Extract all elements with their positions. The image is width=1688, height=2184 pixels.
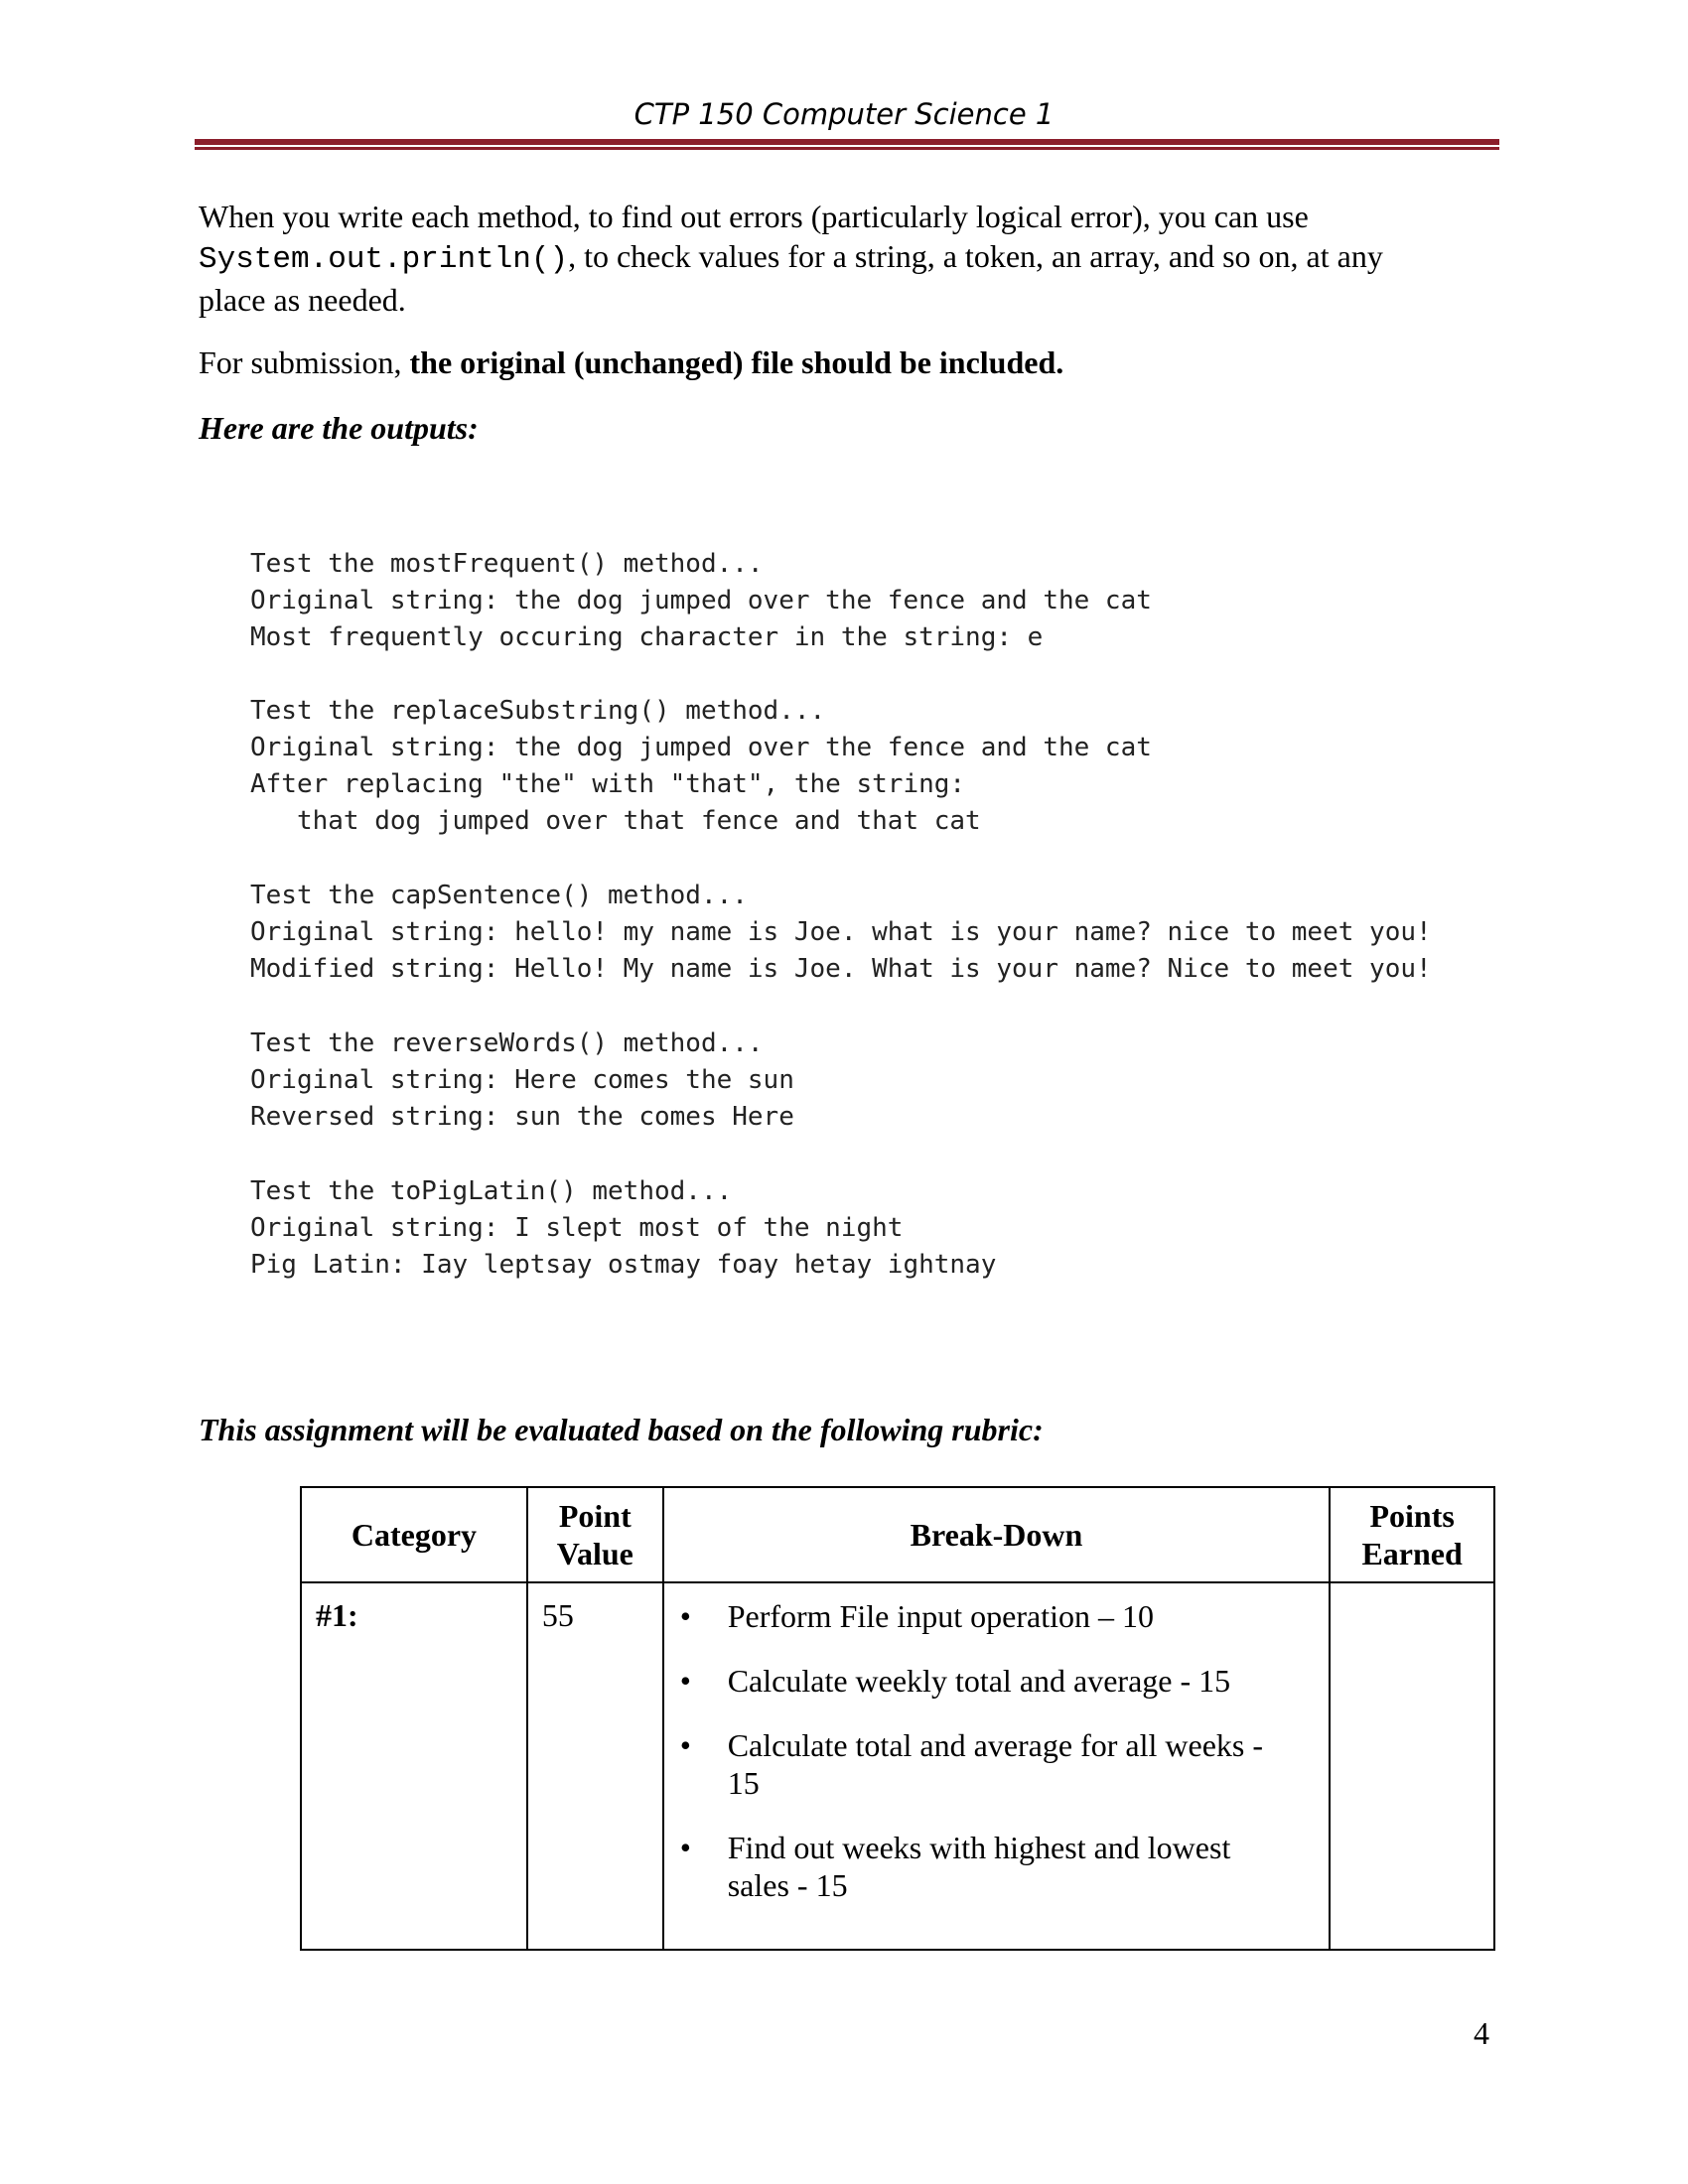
breakdown-item: • Perform File input operation – 10 (728, 1597, 1316, 1635)
header-rule-thin (195, 147, 1499, 150)
output-line: Original string: hello! my name is Joe. what is your name? nice to meet you! (250, 917, 1432, 947)
rubric-table (300, 1486, 1495, 1951)
header-breakdown: Break-Down (663, 1487, 1331, 1582)
output-line: Reversed string: sun the comes Here (250, 1102, 794, 1132)
header-rule-thick (195, 139, 1499, 145)
output-line: Most frequently occuring character in the string: e (250, 622, 1044, 652)
output-line: Test the capSentence() method... (250, 881, 748, 910)
intro-line-2-rest: , to check values for a string, a token, an array, and so on, at any (568, 238, 1383, 274)
cell-breakdown (663, 1582, 1331, 1950)
rubric-header-row (301, 1487, 1494, 1582)
breakdown-item: • Calculate weekly total and average - 15 (728, 1662, 1316, 1700)
cell-point-value: 55 (527, 1582, 663, 1950)
output-line: Original string: the dog jumped over the fence and the cat (250, 586, 1152, 615)
submission-bold: the original (unchanged) file should be included. (409, 344, 1064, 380)
output-line: Test the reverseWords() method... (250, 1028, 764, 1058)
breakdown-list (678, 1597, 1316, 1904)
header-point-value: Point Value (527, 1487, 663, 1582)
header-title: CTP 150 Computer Science 1 (633, 97, 1055, 131)
breakdown-item: • Calculate total and average for all weeks - 15 (728, 1726, 1316, 1802)
intro-paragraph (199, 197, 1489, 320)
rubric-heading: This assignment will be evaluated based on the following rubric: (199, 1412, 1044, 1447)
cell-points-earned (1330, 1582, 1494, 1950)
output-line: Modified string: Hello! My name is Joe. What is your name? Nice to meet you! (250, 954, 1432, 984)
output-line: Original string: Here comes the sun (250, 1065, 794, 1095)
header-category: Category (301, 1487, 527, 1582)
outputs-heading: Here are the outputs: (199, 410, 479, 446)
output-line: Pig Latin: Iay leptsay ostmay foay hetay ightnay (250, 1250, 997, 1280)
cell-category: #1: (301, 1582, 527, 1950)
submission-paragraph (199, 342, 1489, 382)
submission-prefix: For submission, (199, 344, 410, 380)
output-line: After replacing "the" with "that", the string: (250, 769, 966, 799)
breakdown-item: • Find out weeks with highest and lowest sales - 15 (728, 1829, 1316, 1904)
intro-code: System.out.println() (199, 242, 569, 277)
output-line: Original string: I slept most of the night (250, 1213, 904, 1243)
output-line: Test the mostFrequent() method... (250, 549, 764, 579)
intro-line-2 (199, 236, 1489, 280)
output-block (250, 546, 1491, 1280)
output-line: Original string: the dog jumped over the fence and the cat (250, 733, 1152, 762)
rubric-row (301, 1582, 1494, 1950)
intro-line-1: When you write each method, to find out errors (particularly logical error), you can use (199, 199, 1309, 234)
output-line: that dog jumped over that fence and that cat (250, 806, 981, 836)
header-rule (195, 139, 1499, 150)
intro-line-3: place as needed. (199, 282, 406, 318)
output-line: Test the replaceSubstring() method... (250, 696, 826, 726)
header-points-earned: Points Earned (1330, 1487, 1494, 1582)
output-line: Test the toPigLatin() method... (250, 1176, 733, 1206)
page-number: 4 (1474, 2015, 1489, 2051)
